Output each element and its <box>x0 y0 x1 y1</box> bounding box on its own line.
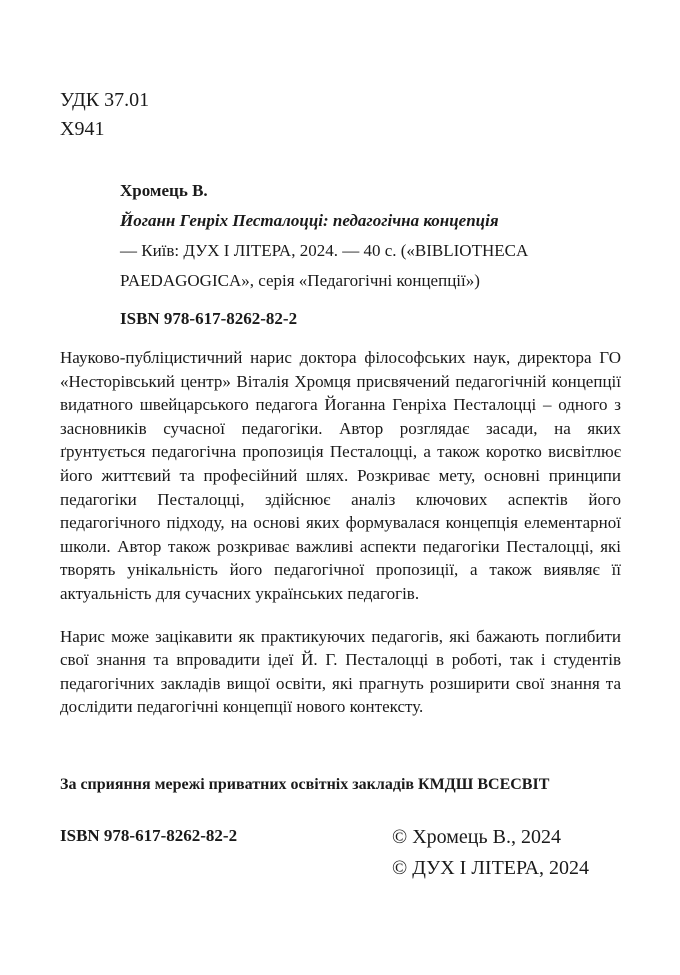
copyright-author: © Хромець В., 2024 <box>392 826 561 848</box>
classification-block <box>60 86 149 144</box>
annotation <box>60 346 621 719</box>
sponsor-line: За сприяння мережі приватних освітніх закладів КМДШ ВСЕСВІТ <box>60 776 550 793</box>
isbn-footer: ISBN 978-617-8262-82-2 <box>60 826 238 845</box>
annotation-paragraph-1: Науково-публіцистичний нарис доктора філософських наук, директора ГО «Несторівський центр» Віталія Хромця присвячений педагогічній концепції видатного швейцарського педагога Йоганна Генріха Песталоцці – одного з засновників сучасної педагогіки. Автор розглядає засади, на яких ґрунтується педагогічна пропозиція Песталоцці, а також коротко висвітлює його життєвий та професійний шлях. Розкриває мету, основні принципи педагогіки Песталоцці, здійснює аналіз ключових аспектів його педагогічного підходу, на основі яких формувалася концепція елементарної школи. Автор також розкриває важливі аспекти педагогіки Песталоцці, які творять унікальність його педагогічної пропозиції, а також виявляє її актуальність для сучасних українських педагогів. <box>60 348 621 603</box>
annotation-paragraph-2: Нарис може зацікавити як практикуючих педагогів, які бажають поглибити свої знання та впровадити ідеї Й. Г. Песталоцці в роботі, так і студентів педагогічних закладів вищої освіти, які прагнуть розширити свої знання та дослідити педагогічні концепції нового контексту. <box>60 626 621 717</box>
udk-code: УДК 37.01 <box>60 89 150 111</box>
copyright-block <box>392 822 589 884</box>
author-name: Хромець В. <box>120 181 208 200</box>
book-title: Йоганн Генріх Песталоцці: педагогічна концепція <box>120 211 499 230</box>
isbn-record: ISBN 978-617-8262-82-2 <box>120 309 298 328</box>
copyright-publisher: © ДУХ І ЛІТЕРА, 2024 <box>392 857 590 879</box>
bibliographic-record <box>120 176 620 334</box>
imprint: — Київ: ДУХ І ЛІТЕРА, 2024. — 40 с. («BIBLIOTHECA PAEDAGOGICA», серія «Педагогічні концепції») <box>120 241 528 290</box>
author-mark: Х941 <box>60 118 105 140</box>
